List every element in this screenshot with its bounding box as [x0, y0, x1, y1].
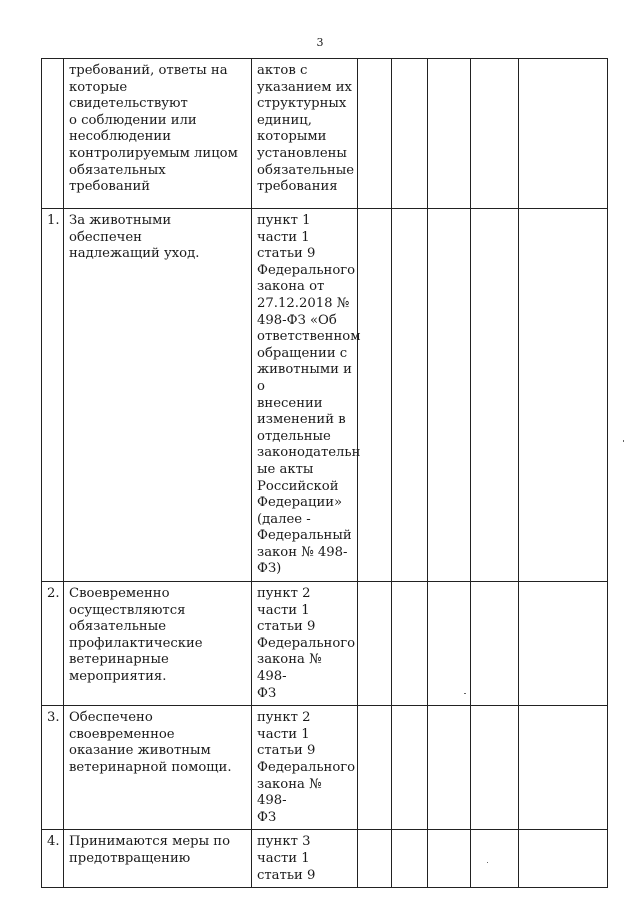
legal-act-cell: [252, 830, 358, 888]
answer-cell-na: [428, 706, 471, 830]
answer-cell-no: [392, 582, 428, 706]
number-cell: 4.: [42, 830, 64, 888]
table-row: [42, 582, 608, 706]
answer-cell-no: [392, 209, 428, 582]
requirement-text: Принимаются меры по предотвращению: [69, 834, 231, 866]
scan-speck: [464, 693, 466, 694]
answer-cell-extra: [471, 59, 519, 209]
answer-cell-no: [392, 706, 428, 830]
answer-cell-yes: [358, 830, 392, 888]
note-cell: [519, 706, 608, 830]
requirement-cell: [64, 830, 252, 888]
scan-speck: [487, 862, 488, 863]
number-cell: 1.: [42, 209, 64, 582]
requirement-text: Обеспечено своевременное оказание животным ветеринарной помощи.: [69, 710, 232, 775]
note-cell: [519, 209, 608, 582]
table-row: [42, 706, 608, 830]
number-cell: 2.: [42, 582, 64, 706]
answer-cell-na: [428, 59, 471, 209]
scan-speck: [623, 440, 624, 442]
answer-cell-na: [428, 830, 471, 888]
requirement-text: Своевременно осуществляются обязательные профилактические ветеринарные мероприятия.: [69, 586, 203, 685]
note-cell: [519, 59, 608, 209]
legal-act-cell: [252, 582, 358, 706]
number-cell: [42, 59, 64, 209]
requirement-text: За животными обеспечен надлежащий уход.: [69, 213, 200, 262]
requirement-cell: [64, 582, 252, 706]
answer-cell-yes: [358, 209, 392, 582]
legal-act-text: пункт 2 части 1 статьи 9 Федерального закона № 498- ФЗ: [257, 586, 356, 701]
legal-act-text: пункт 1 части 1 статьи 9 Федерального закона от 27.12.2018 № 498-ФЗ «Об ответственном обращении с животными и о внесении изменений в отдельные законодательн ые акты Российской Федерации» (далее - Федеральный закон № 498- ФЗ): [257, 213, 361, 577]
answer-cell-extra: [471, 706, 519, 830]
table-row-continuation: [42, 59, 608, 209]
answer-cell-na: [428, 582, 471, 706]
answer-cell-no: [392, 830, 428, 888]
table-row: [42, 830, 608, 888]
legal-act-text: актов с указанием их структурных единиц, которыми установлены обязательные требования: [257, 63, 355, 195]
page-number: 3: [316, 36, 324, 49]
legal-act-cell: [252, 706, 358, 830]
note-cell: [519, 582, 608, 706]
answer-cell-yes: [358, 59, 392, 209]
answer-cell-extra: [471, 209, 519, 582]
note-cell: [519, 830, 608, 888]
answer-cell-extra: [471, 582, 519, 706]
answer-cell-yes: [358, 706, 392, 830]
answer-cell-extra: [471, 830, 519, 888]
legal-act-cell: [252, 59, 358, 209]
legal-act-text: пункт 3 части 1 статьи 9: [257, 834, 316, 883]
answer-cell-yes: [358, 582, 392, 706]
requirement-text: требований, ответы на которые свидетельствуют о соблюдении или несоблюдении контролируемым лицом обязательных требований: [69, 63, 238, 195]
requirement-cell: [64, 209, 252, 582]
requirement-cell: [64, 59, 252, 209]
requirement-cell: [64, 706, 252, 830]
checklist-table: [41, 58, 608, 888]
legal-act-text: пункт 2 части 1 статьи 9 Федерального закона № 498- ФЗ: [257, 710, 356, 825]
table-row: [42, 209, 608, 582]
legal-act-cell: [252, 209, 361, 582]
number-cell: 3.: [42, 706, 64, 830]
answer-cell-na: [428, 209, 471, 582]
answer-cell-no: [392, 59, 428, 209]
